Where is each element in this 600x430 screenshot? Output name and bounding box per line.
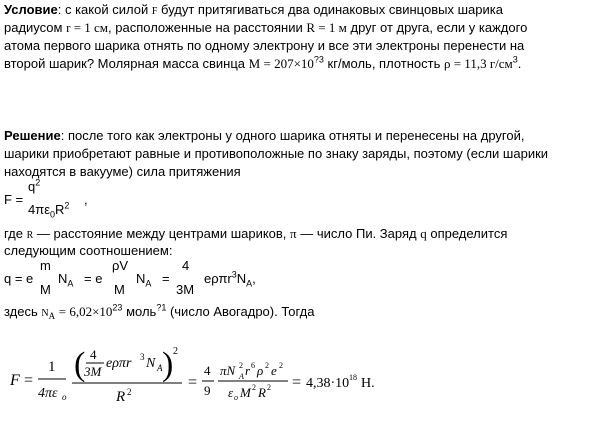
svg-text:4: 4	[90, 347, 97, 362]
svg-text:A: A	[239, 372, 244, 381]
svg-text:o: o	[62, 392, 67, 402]
svg-text:2: 2	[265, 361, 269, 370]
svg-text:4,38·10: 4,38·10	[306, 376, 350, 391]
solution-line-4: где R — расстояние между центрами шариков, π — число Пи. Заряд q определится	[4, 226, 508, 241]
svg-text:r: r	[245, 363, 251, 378]
svg-text:2: 2	[127, 387, 132, 397]
solution-line-5: следующим соотношением:	[4, 243, 173, 258]
svg-text:2: 2	[173, 346, 178, 357]
svg-text:=: =	[188, 374, 198, 391]
svg-text:F: F	[10, 372, 20, 389]
svg-text:e: e	[271, 363, 277, 378]
svg-text:ρ: ρ	[257, 363, 264, 378]
svg-text:=: =	[24, 372, 34, 389]
svg-text:3M: 3M	[84, 364, 102, 379]
svg-text:N: N	[146, 356, 156, 371]
svg-text:A: A	[157, 363, 163, 373]
svg-text:1: 1	[48, 359, 56, 375]
svg-text:R: R	[116, 389, 126, 405]
paren-right: )	[162, 346, 174, 383]
svg-text:6: 6	[251, 361, 255, 370]
problem-line-4: второй шарик? Молярная масса свинца $M = 207\times 10^{?3}$ кг/моль, плотность ρ = 11,3 $г/см^3$.	[4, 54, 522, 71]
svg-text:4πε: 4πε	[38, 386, 58, 401]
svg-text:9: 9	[204, 383, 211, 398]
formula-final	[0, 345, 380, 417]
svg-text:2: 2	[279, 361, 283, 370]
svg-text:R: R	[258, 385, 266, 400]
svg-text:18: 18	[349, 373, 357, 382]
svg-text:2: 2	[239, 361, 243, 370]
problem-line-3: атома первого шарика отнять по одному электрону и все эти электроны перенести на	[4, 38, 525, 53]
svg-text:2: 2	[252, 383, 256, 392]
problem-line-2: радиусом r = 1 см, расположенные на расстоянии R = 1 м друг от друга, если у каждого	[4, 20, 528, 35]
svg-text:o: o	[234, 393, 238, 402]
svg-text:M: M	[240, 385, 251, 400]
document-page: Условие: с какой силой F будут притягиваться два одинаковых свинцовых шарика радиусом r = 1 см, расположенные на расстоянии R = 1 м друг от друга, если у каждого атома первого шарика отнять по одному электрону и все эти электроны перенести на второй шарик? Молярная масса свинца $M = 207\times 10^{?3}$ кг/моль, плотность ρ = 11,3 $г/см^3$. Решение: после того как электроны у одного шарика отняты и перенесены на другой, шарики приобретают равные и противоположные по знаку заряды, поэтому (если шарики находятся в вакууме) сила притяжения F = $q^2$ $4\pi\varepsilon_0R^2$ , где R — расстояние между центрами шариков, π — число Пи. Заряд q определится следующим соотношением: q = e m M $N_A$ = e ρV M $N_A$ = 4 3M $e\rho\pi r^3N_A$, здесь NA = $6,02\times 10^{23}$ моль$^{?1}$ (число Авогадро). Тогда F = 1 4πε o ( 4 3M eρπr 3 N A ) 2 R 2 = 4 9 πN A 2 r 6 ρ 2 e 2 ε o M 2 R 2 = 4,38·10 18 Н.	[0, 0, 600, 430]
svg-text:2: 2	[267, 383, 271, 392]
solution-line-1: Решение: после того как электроны у одного шарика отняты и перенесены на другой,	[4, 128, 525, 143]
problem-label: Условие	[4, 2, 58, 17]
svg-text:4: 4	[204, 363, 211, 378]
paren-left: (	[74, 346, 86, 383]
svg-text:=: =	[292, 374, 302, 391]
solution-line-2: шарики приобретают равные и противоположные по знаку заряды, поэтому (если шарики	[4, 146, 549, 161]
svg-text:3: 3	[140, 352, 145, 362]
solution-line-6: здесь NA = $6,02\times 10^{23}$ моль$^{?1}$ (число Авогадро). Тогда	[4, 302, 315, 321]
svg-text:eρπr: eρπr	[106, 356, 132, 371]
problem-line-1: Условие: с какой силой F будут притягиваться два одинаковых свинцовых шарика	[4, 2, 503, 17]
svg-text:Н.: Н.	[361, 376, 375, 391]
svg-text:πN: πN	[220, 363, 236, 378]
solution-label: Решение	[4, 128, 61, 143]
solution-line-3: находятся в вакууме) сила притяжения	[4, 164, 241, 179]
svg-text:ε: ε	[228, 385, 234, 400]
